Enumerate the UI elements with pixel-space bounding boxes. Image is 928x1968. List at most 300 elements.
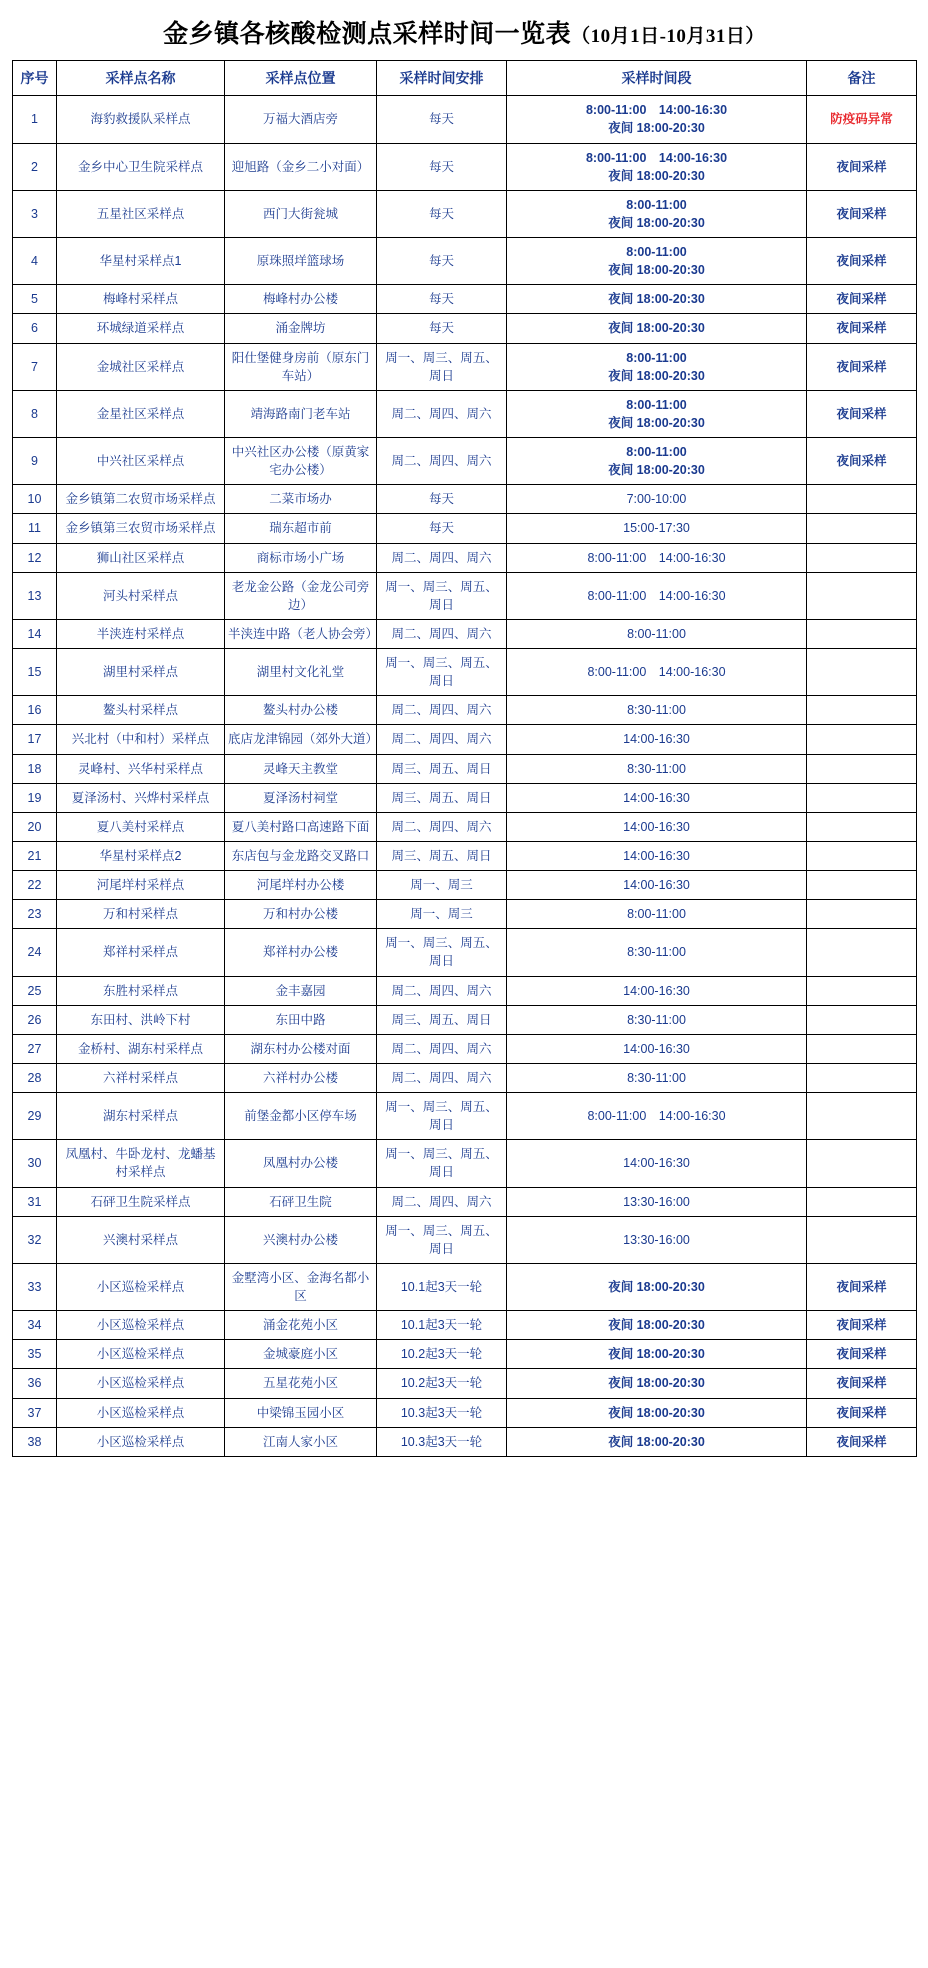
table-row xyxy=(13,929,917,976)
timeslot-plain: 8:30-11:00 xyxy=(627,1012,686,1027)
cell-schedule: 周二、周四、周六 xyxy=(377,390,507,437)
cell-schedule: 周二、周四、周六 xyxy=(377,1187,507,1216)
column-header-timeslot: 采样时间段 xyxy=(507,61,807,96)
cell-remark-badge: 夜间采样 xyxy=(807,1398,917,1427)
timeslot-night: 夜间 18:00-20:30 xyxy=(608,263,705,278)
cell-no: 19 xyxy=(13,783,57,812)
table-row xyxy=(13,725,917,754)
cell-remark xyxy=(807,976,917,1005)
cell-remark xyxy=(807,572,917,619)
cell-no: 38 xyxy=(13,1427,57,1456)
cell-site-name: 华星村采样点1 xyxy=(57,238,225,285)
cell-site-name: 兴澳村采样点 xyxy=(57,1216,225,1263)
cell-location: 东店包与金龙路交叉路口 xyxy=(225,841,377,870)
cell-no: 18 xyxy=(13,754,57,783)
cell-location: 商标市场小广场 xyxy=(225,543,377,572)
table-row xyxy=(13,238,917,285)
table-row xyxy=(13,1398,917,1427)
cell-no: 5 xyxy=(13,285,57,314)
timeslot-night: 夜间 18:00-20:30 xyxy=(608,121,705,136)
cell-location: 底店龙津锦园（郊外大道） xyxy=(225,725,377,754)
cell-remark xyxy=(807,543,917,572)
cell-remark xyxy=(807,1140,917,1187)
cell-remark-badge: 夜间采样 xyxy=(807,390,917,437)
cell-site-name: 小区巡检采样点 xyxy=(57,1263,225,1310)
cell-site-name: 六祥村采样点 xyxy=(57,1063,225,1092)
cell-location: 万和村办公楼 xyxy=(225,900,377,929)
cell-location: 鳌头村办公楼 xyxy=(225,696,377,725)
cell-schedule: 每天 xyxy=(377,96,507,143)
timeslot-plain: 13:30-16:00 xyxy=(623,1194,690,1209)
cell-schedule: 周二、周四、周六 xyxy=(377,543,507,572)
cell-site-name: 夏泽汤村、兴烨村采样点 xyxy=(57,783,225,812)
cell-site-name: 小区巡检采样点 xyxy=(57,1369,225,1398)
cell-site-name: 东田村、洪岭下村 xyxy=(57,1005,225,1034)
cell-schedule: 10.2起3天一轮 xyxy=(377,1340,507,1369)
cell-site-name: 小区巡检采样点 xyxy=(57,1311,225,1340)
cell-schedule: 周二、周四、周六 xyxy=(377,1034,507,1063)
table-row xyxy=(13,976,917,1005)
cell-schedule: 周二、周四、周六 xyxy=(377,438,507,485)
cell-no: 6 xyxy=(13,314,57,343)
cell-no: 21 xyxy=(13,841,57,870)
cell-timeslot xyxy=(507,1263,807,1310)
cell-no: 30 xyxy=(13,1140,57,1187)
cell-timeslot xyxy=(507,438,807,485)
cell-location: 二菜市场办 xyxy=(225,485,377,514)
table-row xyxy=(13,543,917,572)
timeslot-night: 夜间 18:00-20:30 xyxy=(608,463,705,478)
cell-site-name: 小区巡检采样点 xyxy=(57,1427,225,1456)
timeslot-plain: 14:00-16:30 xyxy=(623,732,690,747)
timeslot-plain: 14:00-16:30 xyxy=(623,878,690,893)
page-title xyxy=(12,8,916,60)
cell-timeslot xyxy=(507,343,807,390)
cell-no: 23 xyxy=(13,900,57,929)
cell-schedule: 周三、周五、周日 xyxy=(377,1005,507,1034)
cell-timeslot xyxy=(507,96,807,143)
cell-no: 11 xyxy=(13,514,57,543)
table-body xyxy=(13,96,917,1457)
cell-location: 兴澳村办公楼 xyxy=(225,1216,377,1263)
cell-schedule: 周一、周三、周五、周日 xyxy=(377,572,507,619)
cell-timeslot xyxy=(507,543,807,572)
cell-location: 六祥村办公楼 xyxy=(225,1063,377,1092)
cell-remark-badge: 夜间采样 xyxy=(807,438,917,485)
timeslot-plain: 14:00-16:30 xyxy=(623,1156,690,1171)
cell-no: 20 xyxy=(13,812,57,841)
cell-remark-badge: 夜间采样 xyxy=(807,1369,917,1398)
timeslot-plain: 8:30-11:00 xyxy=(627,761,686,776)
cell-location: 金城豪庭小区 xyxy=(225,1340,377,1369)
cell-remark xyxy=(807,1034,917,1063)
table-row xyxy=(13,1369,917,1398)
cell-timeslot xyxy=(507,783,807,812)
cell-remark xyxy=(807,783,917,812)
table-row xyxy=(13,190,917,237)
cell-timeslot xyxy=(507,1063,807,1092)
table-row xyxy=(13,314,917,343)
cell-location: 夏八美村路口高速路下面 xyxy=(225,812,377,841)
cell-timeslot xyxy=(507,143,807,190)
cell-site-name: 河尾垟村采样点 xyxy=(57,871,225,900)
timeslot-plain: 8:00-11:00 14:00-16:30 xyxy=(587,550,726,565)
table-row xyxy=(13,1063,917,1092)
cell-schedule: 周二、周四、周六 xyxy=(377,696,507,725)
cell-site-name: 金城社区采样点 xyxy=(57,343,225,390)
cell-remark-badge: 夜间采样 xyxy=(807,314,917,343)
timeslot-plain: 14:00-16:30 xyxy=(623,790,690,805)
cell-schedule: 周一、周三 xyxy=(377,900,507,929)
cell-no: 9 xyxy=(13,438,57,485)
cell-site-name: 夏八美村采样点 xyxy=(57,812,225,841)
timeslot-plain: 14:00-16:30 xyxy=(623,848,690,863)
cell-location: 老龙金公路（金龙公司旁边） xyxy=(225,572,377,619)
timeslot-night: 夜间 18:00-20:30 xyxy=(608,1376,705,1391)
cell-location: 石砰卫生院 xyxy=(225,1187,377,1216)
cell-schedule: 周二、周四、周六 xyxy=(377,812,507,841)
cell-no: 34 xyxy=(13,1311,57,1340)
table-row xyxy=(13,1005,917,1034)
cell-no: 24 xyxy=(13,929,57,976)
timeslot-plain: 14:00-16:30 xyxy=(623,1041,690,1056)
cell-schedule: 每天 xyxy=(377,314,507,343)
cell-timeslot xyxy=(507,900,807,929)
table-row xyxy=(13,343,917,390)
timeslot-night: 夜间 18:00-20:30 xyxy=(608,215,705,230)
cell-no: 37 xyxy=(13,1398,57,1427)
cell-timeslot xyxy=(507,1427,807,1456)
cell-schedule: 每天 xyxy=(377,285,507,314)
cell-remark xyxy=(807,485,917,514)
cell-schedule: 周一、周三、周五、周日 xyxy=(377,343,507,390)
cell-location: 灵峰天主教堂 xyxy=(225,754,377,783)
table-row xyxy=(13,1427,917,1456)
page-title-subtitle: （10月1日-10月31日） xyxy=(571,26,765,47)
cell-timeslot xyxy=(507,1369,807,1398)
cell-schedule: 每天 xyxy=(377,238,507,285)
cell-remark-badge: 夜间采样 xyxy=(807,1340,917,1369)
cell-timeslot xyxy=(507,929,807,976)
cell-schedule: 周二、周四、周六 xyxy=(377,725,507,754)
cell-no: 35 xyxy=(13,1340,57,1369)
cell-site-name: 小区巡检采样点 xyxy=(57,1398,225,1427)
cell-timeslot xyxy=(507,1187,807,1216)
cell-timeslot xyxy=(507,1398,807,1427)
cell-location: 半浃连中路（老人协会旁） xyxy=(225,619,377,648)
cell-schedule: 周三、周五、周日 xyxy=(377,783,507,812)
timeslot-plain: 14:00-16:30 xyxy=(623,819,690,834)
table-row xyxy=(13,1311,917,1340)
cell-no: 2 xyxy=(13,143,57,190)
cell-site-name: 金桥村、湖东村采样点 xyxy=(57,1034,225,1063)
cell-no: 25 xyxy=(13,976,57,1005)
table-row xyxy=(13,96,917,143)
cell-no: 27 xyxy=(13,1034,57,1063)
cell-timeslot xyxy=(507,285,807,314)
cell-schedule: 周一、周三、周五、周日 xyxy=(377,929,507,976)
timeslot-plain: 14:00-16:30 xyxy=(623,983,690,998)
cell-timeslot xyxy=(507,725,807,754)
cell-schedule: 周一、周三、周五、周日 xyxy=(377,649,507,696)
cell-timeslot xyxy=(507,871,807,900)
column-header-remark: 备注 xyxy=(807,61,917,96)
timeslot-plain: 15:00-17:30 xyxy=(623,521,690,536)
cell-no: 16 xyxy=(13,696,57,725)
cell-site-name: 中兴社区采样点 xyxy=(57,438,225,485)
sampling-schedule-table xyxy=(12,60,917,1457)
cell-timeslot xyxy=(507,812,807,841)
cell-timeslot xyxy=(507,314,807,343)
timeslot-daytime: 8:00-11:00 14:00-16:30 xyxy=(585,103,728,118)
cell-schedule: 每天 xyxy=(377,190,507,237)
cell-remark-badge: 夜间采样 xyxy=(807,285,917,314)
cell-remark xyxy=(807,514,917,543)
timeslot-daytime: 8:00-11:00 xyxy=(626,197,687,212)
cell-remark xyxy=(807,929,917,976)
table-row xyxy=(13,696,917,725)
cell-schedule: 周二、周四、周六 xyxy=(377,619,507,648)
cell-remark-badge: 夜间采样 xyxy=(807,343,917,390)
timeslot-plain: 8:00-11:00 14:00-16:30 xyxy=(587,588,726,603)
cell-timeslot xyxy=(507,1216,807,1263)
timeslot-plain: 8:30-11:00 xyxy=(627,945,686,960)
cell-no: 13 xyxy=(13,572,57,619)
cell-no: 10 xyxy=(13,485,57,514)
cell-remark-badge: 夜间采样 xyxy=(807,1311,917,1340)
cell-no: 7 xyxy=(13,343,57,390)
cell-timeslot xyxy=(507,572,807,619)
timeslot-night: 夜间 18:00-20:30 xyxy=(608,168,705,183)
cell-location: 五星花苑小区 xyxy=(225,1369,377,1398)
cell-location: 东田中路 xyxy=(225,1005,377,1034)
cell-site-name: 梅峰村采样点 xyxy=(57,285,225,314)
timeslot-plain: 8:00-11:00 14:00-16:30 xyxy=(587,1109,726,1124)
cell-site-name: 万和村采样点 xyxy=(57,900,225,929)
cell-site-name: 灵峰村、兴华村采样点 xyxy=(57,754,225,783)
cell-schedule: 周三、周五、周日 xyxy=(377,754,507,783)
cell-schedule: 周一、周三 xyxy=(377,871,507,900)
cell-location: 金丰嘉园 xyxy=(225,976,377,1005)
cell-schedule: 周三、周五、周日 xyxy=(377,841,507,870)
table-row xyxy=(13,649,917,696)
cell-remark xyxy=(807,1216,917,1263)
cell-site-name: 金乡镇第二农贸市场采样点 xyxy=(57,485,225,514)
table-row xyxy=(13,1187,917,1216)
cell-location: 涌金花苑小区 xyxy=(225,1311,377,1340)
column-header-location: 采样点位置 xyxy=(225,61,377,96)
cell-location: 凤凰村办公楼 xyxy=(225,1140,377,1187)
timeslot-night: 夜间 18:00-20:30 xyxy=(608,292,705,307)
timeslot-daytime: 8:00-11:00 xyxy=(626,245,687,260)
cell-no: 36 xyxy=(13,1369,57,1398)
cell-remark-badge: 夜间采样 xyxy=(807,143,917,190)
cell-site-name: 东胜村采样点 xyxy=(57,976,225,1005)
table-row xyxy=(13,1140,917,1187)
table-row xyxy=(13,572,917,619)
cell-location: 靖海路南门老车站 xyxy=(225,390,377,437)
timeslot-night: 夜间 18:00-20:30 xyxy=(608,1318,705,1333)
cell-site-name: 金乡中心卫生院采样点 xyxy=(57,143,225,190)
table-row xyxy=(13,143,917,190)
cell-timeslot xyxy=(507,1005,807,1034)
cell-site-name: 石砰卫生院采样点 xyxy=(57,1187,225,1216)
timeslot-night: 夜间 18:00-20:30 xyxy=(608,368,705,383)
cell-schedule: 10.1起3天一轮 xyxy=(377,1263,507,1310)
timeslot-plain: 7:00-10:00 xyxy=(626,492,687,507)
table-row xyxy=(13,783,917,812)
cell-location: 湖里村文化礼堂 xyxy=(225,649,377,696)
table-row xyxy=(13,438,917,485)
cell-site-name: 金乡镇第三农贸市场采样点 xyxy=(57,514,225,543)
cell-location: 郑祥村办公楼 xyxy=(225,929,377,976)
cell-site-name: 兴北村（中和村）采样点 xyxy=(57,725,225,754)
table-row xyxy=(13,1216,917,1263)
cell-site-name: 半浃连村采样点 xyxy=(57,619,225,648)
cell-no: 32 xyxy=(13,1216,57,1263)
cell-remark xyxy=(807,1063,917,1092)
timeslot-plain: 13:30-16:00 xyxy=(623,1232,690,1247)
cell-timeslot xyxy=(507,976,807,1005)
page-title-main: 金乡镇各核酸检测点采样时间一览表 xyxy=(163,21,572,48)
cell-schedule: 10.1起3天一轮 xyxy=(377,1311,507,1340)
table-row xyxy=(13,812,917,841)
column-header-name: 采样点名称 xyxy=(57,61,225,96)
cell-site-name: 狮山社区采样点 xyxy=(57,543,225,572)
cell-schedule: 每天 xyxy=(377,514,507,543)
table-row xyxy=(13,1093,917,1140)
timeslot-night: 夜间 18:00-20:30 xyxy=(608,415,705,430)
cell-timeslot xyxy=(507,485,807,514)
cell-site-name: 海豹救援队采样点 xyxy=(57,96,225,143)
table-row xyxy=(13,1263,917,1310)
cell-remark xyxy=(807,900,917,929)
table-row xyxy=(13,485,917,514)
cell-schedule: 每天 xyxy=(377,143,507,190)
timeslot-night: 夜间 18:00-20:30 xyxy=(608,1279,705,1294)
cell-location: 瑞东超市前 xyxy=(225,514,377,543)
cell-remark xyxy=(807,1005,917,1034)
timeslot-night: 夜间 18:00-20:30 xyxy=(608,321,705,336)
cell-location: 湖东村办公楼对面 xyxy=(225,1034,377,1063)
cell-no: 1 xyxy=(13,96,57,143)
cell-timeslot xyxy=(507,1093,807,1140)
column-header-schedule: 采样时间安排 xyxy=(377,61,507,96)
cell-location: 阳仕堡健身房前（原东门车站） xyxy=(225,343,377,390)
cell-no: 17 xyxy=(13,725,57,754)
cell-location: 原珠照垟篮球场 xyxy=(225,238,377,285)
timeslot-daytime: 8:00-11:00 xyxy=(626,397,687,412)
cell-no: 28 xyxy=(13,1063,57,1092)
cell-location: 前堡金都小区停车场 xyxy=(225,1093,377,1140)
cell-location: 江南人家小区 xyxy=(225,1427,377,1456)
cell-timeslot xyxy=(507,390,807,437)
cell-site-name: 郑祥村采样点 xyxy=(57,929,225,976)
timeslot-plain: 8:00-11:00 xyxy=(627,626,686,641)
cell-remark xyxy=(807,871,917,900)
cell-timeslot xyxy=(507,841,807,870)
cell-site-name: 河头村采样点 xyxy=(57,572,225,619)
cell-remark-badge: 防疫码异常 xyxy=(807,96,917,143)
cell-schedule: 周一、周三、周五、周日 xyxy=(377,1140,507,1187)
cell-location: 夏泽汤村祠堂 xyxy=(225,783,377,812)
timeslot-night: 夜间 18:00-20:30 xyxy=(608,1405,705,1420)
table-row xyxy=(13,1340,917,1369)
cell-site-name: 环城绿道采样点 xyxy=(57,314,225,343)
table-row xyxy=(13,1034,917,1063)
cell-timeslot xyxy=(507,514,807,543)
timeslot-plain: 8:30-11:00 xyxy=(627,703,686,718)
cell-schedule: 周二、周四、周六 xyxy=(377,976,507,1005)
cell-remark-badge: 夜间采样 xyxy=(807,1427,917,1456)
cell-no: 15 xyxy=(13,649,57,696)
timeslot-daytime: 8:00-11:00 14:00-16:30 xyxy=(585,150,728,165)
cell-schedule: 10.2起3天一轮 xyxy=(377,1369,507,1398)
timeslot-daytime: 8:00-11:00 xyxy=(626,350,687,365)
cell-timeslot xyxy=(507,696,807,725)
cell-schedule: 每天 xyxy=(377,485,507,514)
cell-no: 29 xyxy=(13,1093,57,1140)
cell-site-name: 金星社区采样点 xyxy=(57,390,225,437)
cell-location: 迎旭路（金乡二小对面） xyxy=(225,143,377,190)
cell-no: 26 xyxy=(13,1005,57,1034)
column-header-no: 序号 xyxy=(13,61,57,96)
cell-location: 西门大街瓮城 xyxy=(225,190,377,237)
timeslot-plain: 8:30-11:00 xyxy=(627,1070,686,1085)
cell-remark xyxy=(807,1187,917,1216)
timeslot-daytime: 8:00-11:00 xyxy=(626,445,687,460)
cell-timeslot xyxy=(507,619,807,648)
table-row xyxy=(13,841,917,870)
table-row xyxy=(13,514,917,543)
cell-site-name: 鳌头村采样点 xyxy=(57,696,225,725)
cell-remark xyxy=(807,619,917,648)
cell-remark-badge: 夜间采样 xyxy=(807,238,917,285)
cell-location: 涌金牌坊 xyxy=(225,314,377,343)
cell-no: 33 xyxy=(13,1263,57,1310)
table-row xyxy=(13,871,917,900)
table-row xyxy=(13,390,917,437)
cell-timeslot xyxy=(507,1140,807,1187)
cell-remark xyxy=(807,696,917,725)
cell-schedule: 10.3起3天一轮 xyxy=(377,1427,507,1456)
timeslot-plain: 8:00-11:00 14:00-16:30 xyxy=(587,665,726,680)
timeslot-night: 夜间 18:00-20:30 xyxy=(608,1434,705,1449)
cell-timeslot xyxy=(507,649,807,696)
cell-timeslot xyxy=(507,754,807,783)
cell-site-name: 华星村采样点2 xyxy=(57,841,225,870)
timeslot-plain: 8:00-11:00 xyxy=(627,907,686,922)
cell-location: 金墅湾小区、金海名都小区 xyxy=(225,1263,377,1310)
cell-schedule: 10.3起3天一轮 xyxy=(377,1398,507,1427)
cell-location: 中兴社区办公楼（原黄家宅办公楼） xyxy=(225,438,377,485)
table-header-row xyxy=(13,61,917,96)
cell-schedule: 周二、周四、周六 xyxy=(377,1063,507,1092)
table-row xyxy=(13,285,917,314)
cell-location: 万福大酒店旁 xyxy=(225,96,377,143)
cell-timeslot xyxy=(507,238,807,285)
cell-site-name: 凤凰村、牛卧龙村、龙蟠基村采样点 xyxy=(57,1140,225,1187)
cell-schedule: 周一、周三、周五、周日 xyxy=(377,1093,507,1140)
cell-location: 中梁锦玉园小区 xyxy=(225,1398,377,1427)
cell-no: 22 xyxy=(13,871,57,900)
cell-no: 31 xyxy=(13,1187,57,1216)
cell-schedule: 周一、周三、周五、周日 xyxy=(377,1216,507,1263)
cell-remark-badge: 夜间采样 xyxy=(807,190,917,237)
table-row xyxy=(13,900,917,929)
cell-site-name: 湖里村采样点 xyxy=(57,649,225,696)
cell-timeslot xyxy=(507,1034,807,1063)
